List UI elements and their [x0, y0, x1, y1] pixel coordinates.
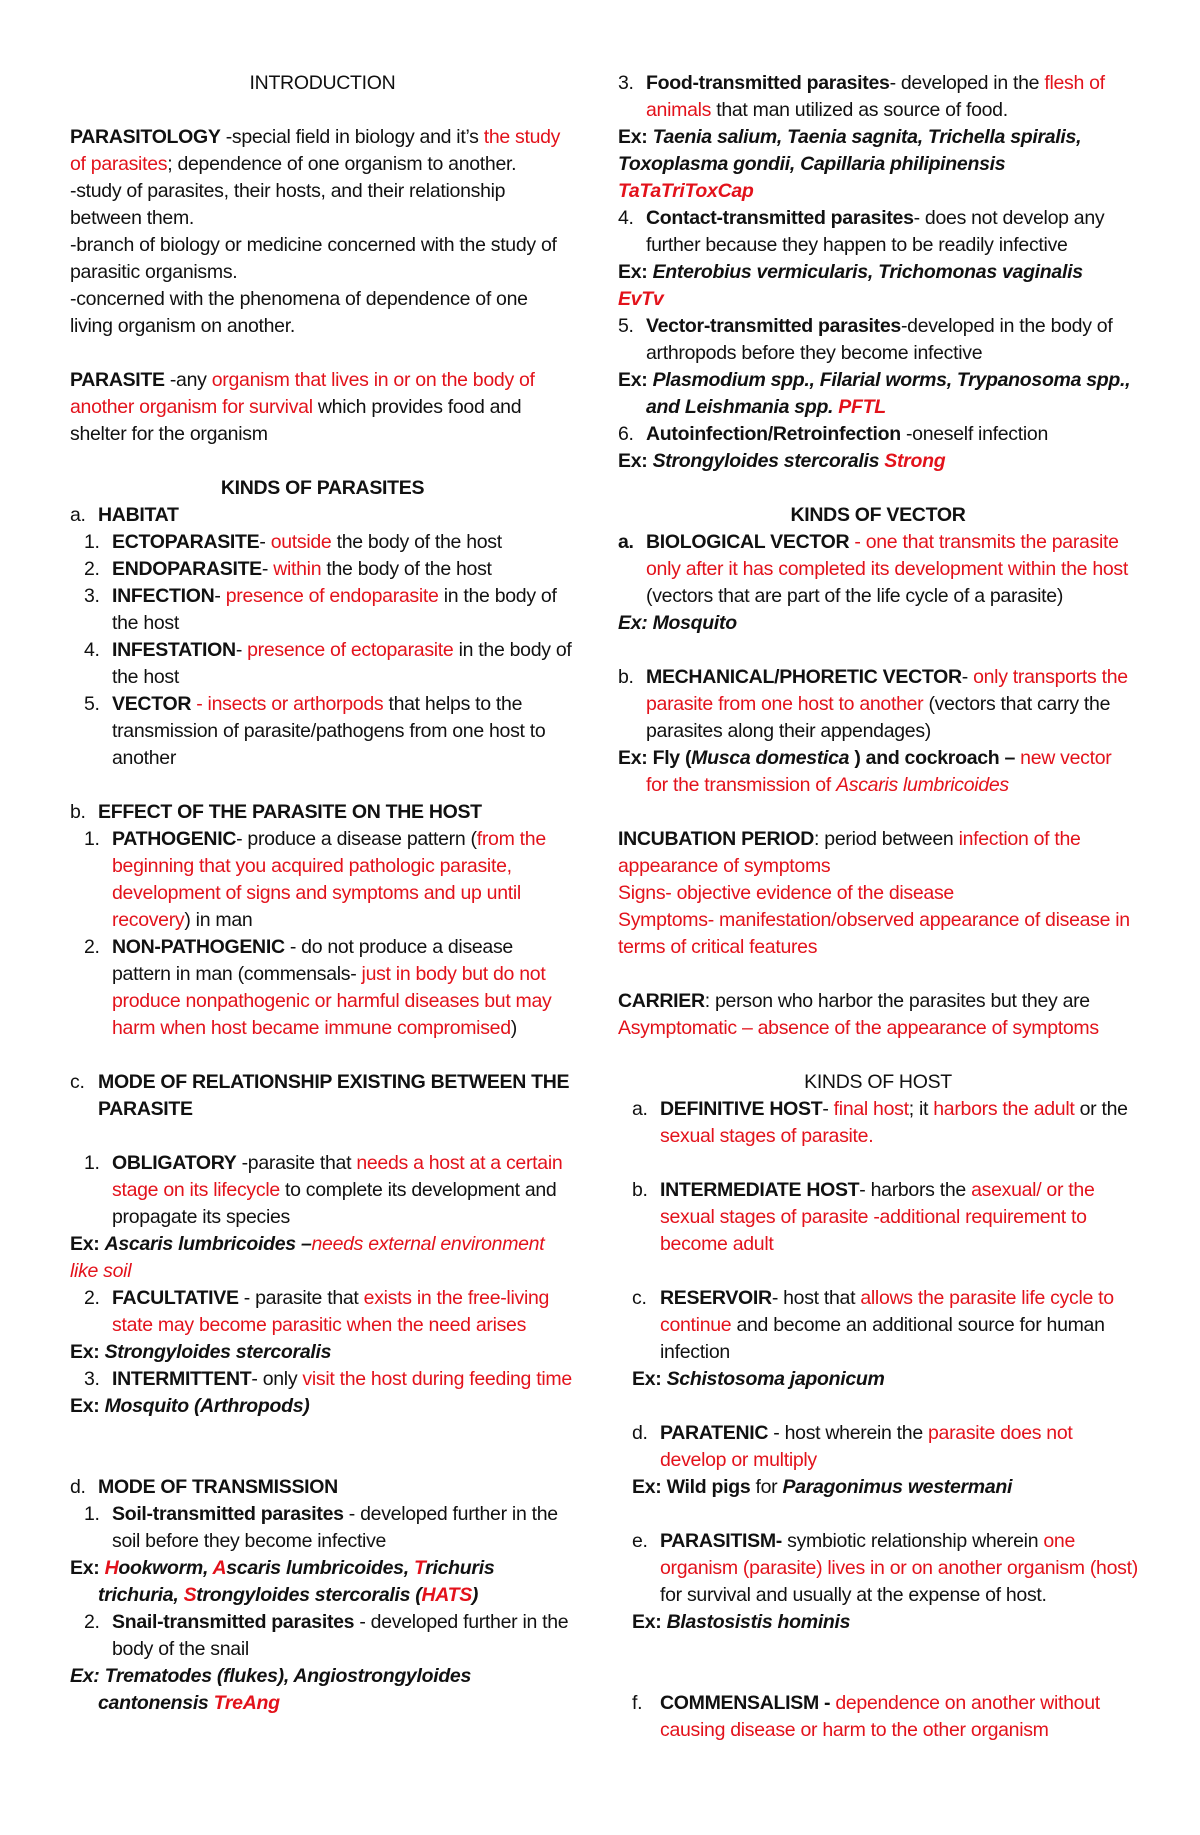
- host-commensalism: f. COMMENSALISM - dependence on another without causing disease or harm to the other organism: [632, 1692, 1100, 1741]
- incubation-period: INCUBATION PERIOD: period between infection of the appearance of symptoms: [618, 828, 1081, 877]
- food-example: Ex: Taenia salium, Taenia sagnita, Trichella spiralis, Toxoplasma gondii, Capillaria philipinensis: [618, 126, 1082, 175]
- mechanical-vector-example: Ex: Fly (Musca domestica ) and cockroach – new vector for the transmission of Ascaris lumbricoides: [618, 747, 1112, 796]
- relationship-item-obligatory: 1. OBLIGATORY -parasite that needs a host at a certain stage on its lifecycle to complete its development and propagate its species: [84, 1152, 563, 1228]
- carrier-asymptomatic: Asymptomatic – absence of the appearance of symptoms: [618, 1017, 1099, 1039]
- relationship-item-facultative: 2. FACULTATIVE - parasite that exists in the free-living state may become parasitic when the need arises: [84, 1287, 550, 1336]
- kinds-of-parasites-title: KINDS OF PARASITES: [220, 477, 425, 499]
- parasitology-line-4: -concerned with the phenomena of dependence of one living organism on another.: [70, 288, 528, 337]
- effect-item-pathogenic: 1. PATHOGENIC- produce a disease pattern (from the beginning that you acquired pathologic parasite, development of signs and symptoms and up until recovery) in man: [84, 828, 546, 931]
- contact-example: Ex: Enterobius vermicularis, Trichomonas vaginalis: [618, 261, 1083, 283]
- parasitology-line-2: -study of parasites, their hosts, and their relationship between them.: [70, 180, 506, 229]
- soil-example: Ex: Hookworm, Ascaris lumbricoides, Trichuris trichuria, Strongyloides stercoralis (HATS): [70, 1557, 495, 1606]
- parasitology-definition: PARASITOLOGY -special field in biology and it’s the study of parasites; dependence of one organism to another.: [70, 126, 561, 175]
- contact-example-mnemonic: EvTv: [618, 288, 664, 310]
- facultative-example: Ex: Strongyloides stercoralis: [70, 1341, 332, 1363]
- transmission-item-vector: 5. Vector-transmitted parasites-developed in the body of arthropods before they become infective: [618, 315, 1113, 364]
- host-reservoir: c. RESERVOIR- host that allows the parasite life cycle to continue and become an additional source for human infection: [632, 1287, 1114, 1363]
- effect-item-non-pathogenic: 2. NON-PATHOGENIC - do not produce a disease pattern in man (commensals- just in body but do not produce nonpathogenic or harmful diseases but may harm when host became immune compromised): [84, 936, 552, 1039]
- transmission-item-food: 3. Food-transmitted parasites- developed in the flesh of animals that man utilized as source of food.: [618, 72, 1105, 121]
- intro-title: INTRODUCTION: [249, 72, 396, 94]
- parasite-definition: PARASITE -any organism that lives in or on the body of another organism for survival which provides food and shelter for the organism: [70, 369, 535, 445]
- habitat-heading: a. HABITAT: [70, 504, 179, 526]
- host-definitive: a. DEFINITIVE HOST- final host; it harbors the adult or the sexual stages of parasite.: [632, 1098, 1128, 1147]
- transmission-item-snail: 2. Snail-transmitted parasites - developed further in the body of the snail: [84, 1611, 569, 1660]
- transmission-item-soil: 1. Soil-transmitted parasites - developed further in the soil before they become infective: [84, 1503, 558, 1552]
- mode-relationship-heading: c. MODE OF RELATIONSHIP EXISTING BETWEEN THE PARASITE: [70, 1071, 570, 1120]
- kinds-of-host-title: KINDS OF HOST: [804, 1071, 952, 1093]
- signs-definition: Signs- objective evidence of the disease: [618, 882, 954, 904]
- vector-transmitted-example: Ex: Plasmodium spp., Filarial worms, Trypanosoma spp., and Leishmania spp. PFTL: [618, 369, 1131, 418]
- vector-biological: a. BIOLOGICAL VECTOR - one that transmits the parasite only after it has completed its development within the host (vectors that are part of the life cycle of a parasite): [618, 531, 1128, 607]
- right-column: [618, 70, 1138, 1744]
- transmission-item-contact: 4. Contact-transmitted parasites- does not develop any further because they happen to be readily infective: [618, 207, 1105, 256]
- kinds-of-vector-title: KINDS OF VECTOR: [790, 504, 966, 526]
- parasitism-example: Ex: Blastosistis hominis: [632, 1611, 851, 1633]
- habitat-item-vector: 5. VECTOR - insects or arthorpods that helps to the transmission of parasite/pathogens from one host to another: [84, 693, 546, 769]
- host-parasitism: e. PARASITISM- symbiotic relationship wherein one organism (parasite) lives in or on another organism (host) for survival and usually at the expense of host.: [632, 1530, 1138, 1606]
- symptoms-definition: Symptoms- manifestation/observed appearance of disease in terms of critical features: [618, 909, 1130, 958]
- habitat-item-infection: 3. INFECTION- presence of endoparasite in the body of the host: [84, 585, 557, 634]
- habitat-item-ectoparasite: 1. ECTOPARASITE- outside the body of the host: [84, 531, 502, 553]
- effect-heading: b. EFFECT OF THE PARASITE ON THE HOST: [70, 801, 482, 823]
- habitat-item-endoparasite: 2. ENDOPARASITE- within the body of the host: [84, 558, 492, 580]
- host-paratenic: d. PARATENIC - host wherein the parasite does not develop or multiply: [632, 1422, 1073, 1471]
- snail-example: Ex: Trematodes (flukes), Angiostrongyloides cantonensis TreAng: [70, 1665, 472, 1714]
- carrier-definition: CARRIER: person who harbor the parasites but they are: [618, 990, 1090, 1012]
- transmission-item-autoinfection: 6. Autoinfection/Retroinfection -oneself infection: [618, 423, 1048, 445]
- left-column: [70, 70, 575, 1717]
- parasitology-line-3: -branch of biology or medicine concerned with the study of parasitic organisms.: [70, 234, 557, 283]
- reservoir-example: Ex: Schistosoma japonicum: [632, 1368, 885, 1390]
- paratenic-example: Ex: Wild pigs for Paragonimus westermani: [632, 1476, 1013, 1498]
- intermittent-example: Ex: Mosquito (Arthropods): [70, 1395, 310, 1417]
- autoinfection-example: Ex: Strongyloides stercoralis Strong: [618, 450, 946, 472]
- food-example-mnemonic: TaTaTriToxCap: [618, 180, 754, 202]
- mode-transmission-heading: d. MODE OF TRANSMISSION: [70, 1476, 338, 1498]
- obligatory-example: Ex: Ascaris lumbricoides –needs external environment like soil: [70, 1233, 545, 1282]
- relationship-item-intermittent: 3. INTERMITTENT- only visit the host during feeding time: [84, 1368, 572, 1390]
- vector-mechanical: b. MECHANICAL/PHORETIC VECTOR- only transports the parasite from one host to another (vectors that carry the parasites along their appendages): [618, 666, 1128, 742]
- biological-vector-example: Ex: Mosquito: [618, 612, 737, 634]
- host-intermediate: b. INTERMEDIATE HOST- harbors the asexual/ or the sexual stages of parasite -additional requirement to become adult: [632, 1179, 1095, 1255]
- habitat-item-infestation: 4. INFESTATION- presence of ectoparasite in the body of the host: [84, 639, 572, 688]
